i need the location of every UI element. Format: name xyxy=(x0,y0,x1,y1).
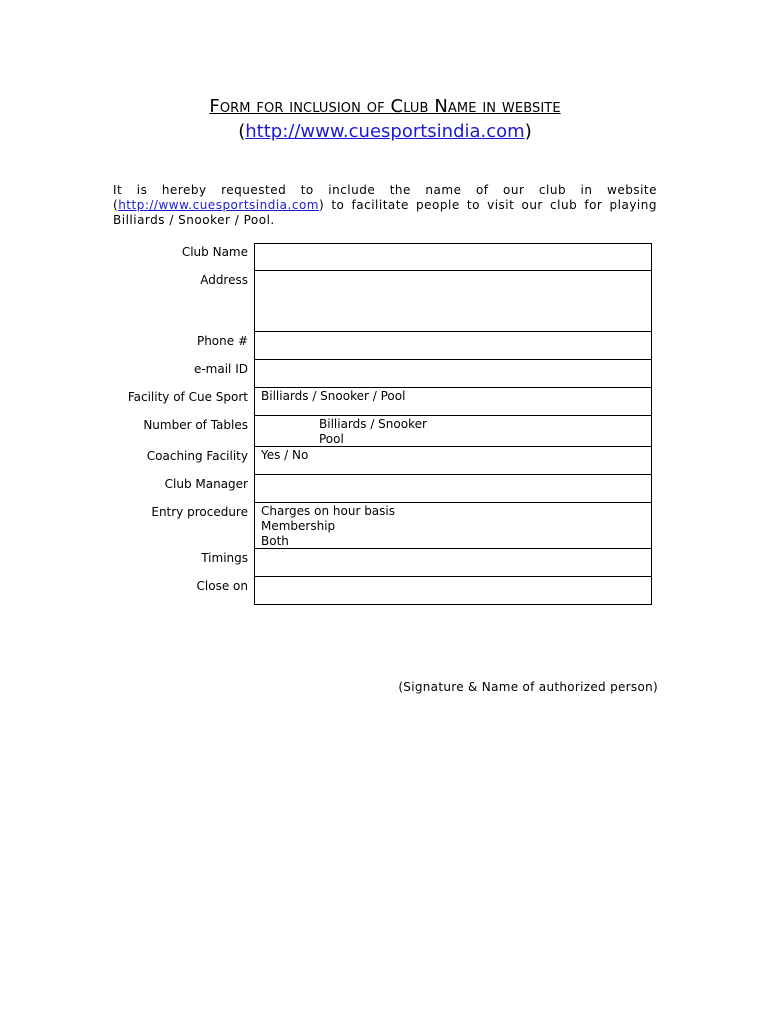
website-link[interactable]: http://www.cuesportsindia.com xyxy=(245,121,525,142)
form-row-address xyxy=(113,271,658,332)
email-label: e-mail ID xyxy=(193,362,248,376)
club-name-label: Club Name xyxy=(181,245,248,259)
form-title xyxy=(0,95,770,119)
entry-field[interactable] xyxy=(254,503,652,549)
intro-line-2-rest: ) to facilitate people to visit our club for playing xyxy=(318,198,657,212)
address-label: Address xyxy=(200,273,248,287)
club-name-field[interactable] xyxy=(254,243,652,271)
entry-line-3: Both xyxy=(261,534,289,548)
intro-line-2 xyxy=(113,198,657,213)
manager-label: Club Manager xyxy=(164,477,248,491)
email-field[interactable] xyxy=(254,360,652,388)
url-close-paren: ) xyxy=(524,121,532,142)
intro-website-link[interactable]: http://www.cuesportsindia.com xyxy=(118,198,319,212)
intro-open-paren: ( xyxy=(113,198,119,212)
tables-line-1: Billiards / Snooker xyxy=(319,417,427,431)
coaching-label: Coaching Facility xyxy=(146,449,248,463)
entry-line-1: Charges on hour basis xyxy=(261,504,395,518)
intro-line-3: Billiards / Snooker / Pool. xyxy=(113,213,275,227)
facility-field[interactable]: Billiards / Snooker / Pool xyxy=(254,388,652,416)
form-title-text: Form for inclusion of Club Name in website xyxy=(209,96,561,117)
form-row-close-on xyxy=(113,577,658,605)
form-row-entry xyxy=(113,503,658,549)
manager-field[interactable] xyxy=(254,475,652,503)
entry-line-2: Membership xyxy=(261,519,336,533)
club-form xyxy=(113,243,658,605)
phone-field[interactable] xyxy=(254,332,652,360)
timings-label: Timings xyxy=(201,551,248,565)
tables-line-2: Pool xyxy=(319,432,344,446)
intro-line-1: It is hereby requested to include the name of our club in website xyxy=(113,183,657,197)
entry-label: Entry procedure xyxy=(151,505,248,519)
timings-field[interactable] xyxy=(254,549,652,577)
signature-caption: (Signature & Name of authorized person) xyxy=(398,680,658,694)
tables-label: Number of Tables xyxy=(143,418,248,432)
form-title-url-line xyxy=(0,120,770,144)
form-row-manager xyxy=(113,475,658,503)
url-open-paren: ( xyxy=(238,121,246,142)
form-row-tables xyxy=(113,416,658,447)
facility-label: Facility of Cue Sport xyxy=(127,390,248,404)
tables-field[interactable] xyxy=(254,416,652,447)
phone-label: Phone # xyxy=(196,334,248,348)
form-row-coaching xyxy=(113,447,658,475)
form-row-phone xyxy=(113,332,658,360)
close-on-label: Close on xyxy=(196,579,248,593)
form-row-email xyxy=(113,360,658,388)
intro-paragraph xyxy=(113,183,657,228)
form-row-club-name xyxy=(113,243,658,271)
form-row-facility xyxy=(113,388,658,416)
form-row-timings xyxy=(113,549,658,577)
coaching-field[interactable]: Yes / No xyxy=(254,447,652,475)
address-field[interactable] xyxy=(254,271,652,332)
close-on-field[interactable] xyxy=(254,577,652,605)
